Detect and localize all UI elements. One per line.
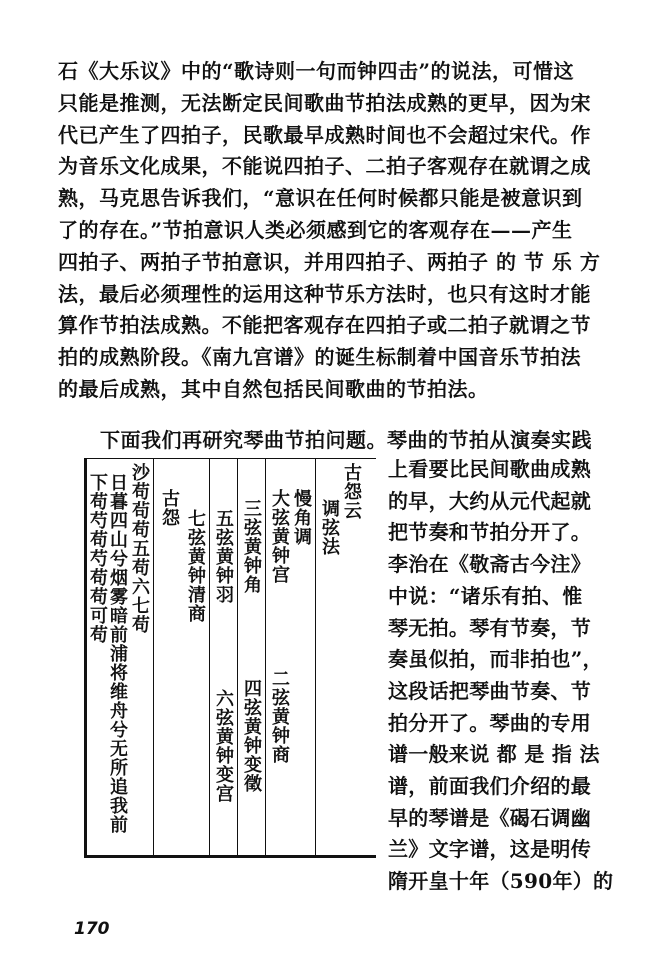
text-line: 只能是推测，无法断定民间歌曲节拍法成熟的更早，因为宋: [58, 90, 591, 115]
text-line: 代已产生了四拍子，民歌最早成熟时间也不会超过宋代。作: [58, 122, 591, 147]
text-line: 上看要比民间歌曲成熟: [388, 457, 591, 481]
figure-column: 三弦黄钟角: [241, 499, 262, 594]
figure-column: 慢角调: [291, 489, 312, 546]
column-divider: [209, 459, 211, 855]
text-line: 四拍子、两拍子节拍意识，并用四拍子、两拍子 的 节 乐 方: [58, 249, 601, 274]
text-line: 算作节拍法成熟。不能把客观存在四拍子或二拍子就谓之节: [58, 313, 591, 338]
figure-column: 古怨: [159, 489, 180, 527]
column-divider: [237, 459, 239, 855]
text-line: 早的琴谱是《碣石调幽: [388, 805, 591, 830]
figure-column: 七弦黄钟清商: [185, 509, 206, 623]
text-line: 兰》文字谱，这是明传: [388, 837, 591, 862]
figure-column: 二弦黄钟商: [269, 669, 290, 764]
figure-column: 调弦法: [319, 499, 340, 556]
figure-column: 古怨云: [341, 463, 362, 520]
text-line: 熟，马克思告诉我们，“意识在任何时候都只能是被意识到: [58, 186, 583, 211]
paragraph-2-first-line: 下面我们再研究琴曲节拍问题。琴曲的节拍从演奏实践: [100, 428, 592, 452]
text-line: 这段话把琴曲节奏、节: [388, 678, 591, 703]
text-line: 隋开皇十年（590年）的: [388, 869, 614, 894]
text-line: 琴无拍。琴有节奏，节: [388, 615, 591, 640]
figure-column: 六弦黄钟变宫: [213, 689, 234, 803]
figure-column: 大弦黄钟宫: [269, 489, 290, 584]
page-number: 170: [74, 919, 110, 939]
text-line: 的最后成熟，其中自然包括民间歌曲的节拍法。: [58, 376, 489, 401]
text-line: 为音乐文化成果，不能说四拍子、二拍子客观存在就谓之成: [58, 154, 591, 179]
qin-score-figure: [84, 458, 376, 858]
text-line: 石《大乐议》中的“歌诗则一句而钟四击”的说法，可惜这: [58, 59, 575, 83]
figure-column: 四弦黄钟变徵: [241, 679, 262, 793]
text-line: 谱，前面我们介绍的最: [388, 774, 591, 799]
figure-column: 五弦黄钟羽: [213, 509, 234, 604]
text-line: 谱一般来说 都 是 指 法: [388, 742, 600, 767]
text-line: 了的存在。”节拍意识人类必须感到它的客观存在——产生: [58, 217, 573, 242]
paragraph-1: [58, 56, 610, 406]
text-line: 法，最后必须理性的运用这种节乐方法时，也只有这时才能: [58, 281, 591, 306]
text-line: 奏虽似拍，而非拍也”，: [388, 647, 603, 672]
text-line: 把节奏和节拍分开了。: [388, 520, 591, 545]
text-line: 拍分开了。琴曲的专用: [388, 710, 591, 735]
figure-column: 沙苟茍苟五苟六七苟: [129, 463, 150, 634]
column-divider: [265, 459, 267, 855]
text-line: 中说：“诸乐有拍、惟: [388, 583, 583, 608]
column-divider: [153, 459, 155, 855]
text-line: 拍的成熟阶段。《南九宫谱》的诞生标制着中国音乐节拍法: [58, 345, 581, 370]
figure-column: 下苟芍苟芍苟苟可苟: [87, 473, 108, 644]
text-line: 李治在《敬斋古今注》: [388, 552, 591, 577]
column-divider: [315, 459, 317, 855]
figure-column: 日暮四山兮烟雾暗前浦将维舟兮无所追我前: [107, 473, 128, 834]
text-line: 的早，大约从元代起就: [388, 488, 591, 513]
paragraph-2-column: [388, 454, 612, 898]
